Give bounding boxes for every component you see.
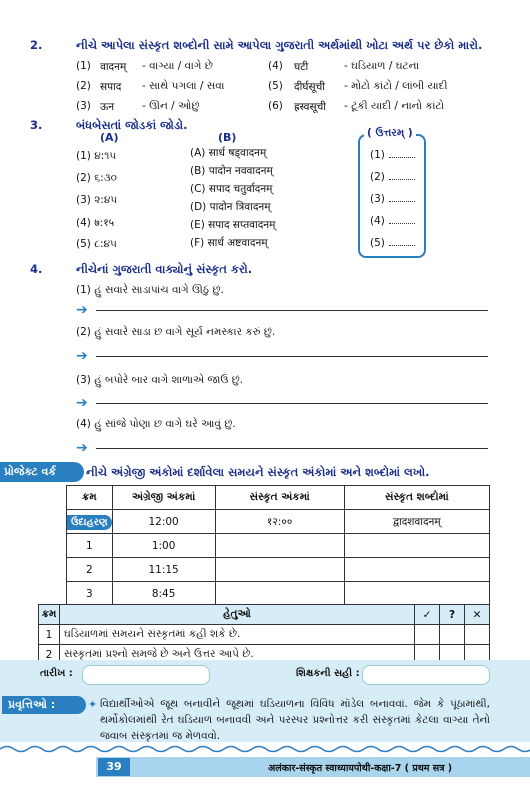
project-table [66,485,490,606]
q4-item-4: (4) હું સાંજે પોણા છ વાગે ઘરે આવું છું. [76,418,236,430]
q2-meaning-6: - ટૂંકી યાદી / નાનો કાંટો [344,100,445,112]
question-cell[interactable] [440,625,465,645]
q4-answer-line-2[interactable] [96,356,488,357]
check-cell[interactable] [415,625,440,645]
q4-item-3: (3) હું બપોરે બાર વાગે શાળાએ જાઉં છું. [76,374,244,386]
page-number: 39 [98,758,130,776]
q2-meaning-1: - વાગ્યા / વાગે છે [142,60,213,72]
q2-meaning-5: - મોટો કાંટો / લાંબી યાદી [344,80,448,92]
cross-icon: ✕ [465,605,490,625]
row-english: 11:15 [112,558,215,582]
row-english: 1:00 [112,534,215,558]
th-sanskrit-num: સંસ્કૃત અંકમાં [215,486,344,510]
q4-answer-line-3[interactable] [96,403,488,404]
q3-a-2: (2) ૬:૩૦ [76,172,117,184]
q3-b-c: (C) सपाद चतुर्वादनम् [190,183,273,195]
row-english: 8:45 [112,582,215,606]
q4-item-1: (1) હું સવારે સાડાપાંચ વાગે ઊઠું છું. [76,284,224,296]
example-sanskrit-word: द्वादशवादनम् [344,510,489,534]
answer-slot-3[interactable]: (3) [370,192,415,205]
q2-word-3: ऊन [100,101,115,113]
q4-answer-line-1a[interactable] [96,310,488,311]
example-english: 12:00 [112,510,215,534]
arrow-icon: ➔ [76,348,88,364]
teacher-signature-label: શિક્ષકની સહી : [296,668,360,679]
answer-box-label: ( ઉત્તરમ્ ) [364,127,416,140]
answer-slot-5[interactable]: (5) [370,236,415,249]
th-english: અંગ્રેજી અંકમાં [112,486,215,510]
q2-word-5: दीर्घसूची [294,81,325,93]
q3-number: 3. [30,118,43,132]
activity-label: પ્રવૃત્તિઓ : [2,696,86,714]
date-field[interactable] [82,665,210,685]
q2-word-1: वादनम् [100,61,127,73]
objective-text: ઘડિયાળમાં સમયને સંસ્કૃતમાં કહી શકે છે. [60,625,415,645]
row-number: 1 [67,534,113,558]
q2-meaning-2: - સાથે પગલાં / સવા [142,80,225,92]
project-instruction: નીચે અંગ્રેજી અંકોમાં દર્શાવેલા સમયને સંસ્કૃત અંકોમાં અને શબ્દોમાં લખો. [86,465,430,479]
row-sanskrit-num-input[interactable] [215,582,344,606]
answer-slot-2[interactable]: (2) [370,170,415,183]
q2-word-6: ह्रस्वसूची [294,101,326,113]
row-sanskrit-word-input[interactable] [344,558,489,582]
answer-slot-1[interactable]: (1) [370,148,415,161]
q2-row-3: (3) [76,100,91,112]
q2-word-2: सपाद [100,81,122,93]
row-number: 1 [39,625,60,645]
row-number: 3 [67,582,113,606]
date-label: તારીખ : [40,668,73,679]
q3-b-b: (B) पादोन नववादनम् [190,165,273,177]
q3-a-4: (4) ७:१५ [76,217,115,229]
q3-a-1: (1) ૪:૧૫ [76,150,117,162]
arrow-icon: ➔ [76,395,88,411]
check-icon: ✓ [415,605,440,625]
q3-b-d: (D) पादोन त्रिवादनम् [190,201,271,213]
q2-number: 2. [30,38,43,52]
q3-a-5: (5) ૮:૪૫ [76,238,117,250]
th-sanskrit-word: સંસ્કૃત શબ્દોમાં [344,486,489,510]
q2-meaning-3: - ઊન / ઓછું [142,100,200,112]
table-row [67,510,490,534]
footer-title: अलंकार-संस्कृत स्वाध्यायपोथी-कक्षा-7 ( प्रथम सत्र ) [268,763,453,774]
q3-instruction: બંધબેસતાં જોડકાં જોડો. [76,118,188,132]
arrow-icon: ➔ [76,440,88,456]
q4-number: 4. [30,262,43,276]
q2-instruction: નીચે આપેલા સંસ્કૃત શબ્દોની સામે આપેલા ગુજરાતી અર્થમાંથી ખોટા અર્થ પર છેકો મારો. [76,38,483,52]
bullet-icon: ✦ [88,698,98,711]
q2-word-4: घटी [294,61,309,73]
q4-answer-line-4[interactable] [96,448,488,449]
q4-instruction: નીચેનાં ગુજરાતી વાક્યોનું સંસ્કૃત કરો. [76,262,253,276]
q3-b-f: (F) सार्ध अष्टवादनम् [190,237,268,249]
teacher-signature-field[interactable] [362,665,490,685]
q2-row-5: (5) [268,80,283,92]
q3-col-b-header: (B) [218,131,237,144]
q2-row-1: (1) [76,60,91,72]
table-row [39,625,490,645]
row-sanskrit-word-input[interactable] [344,582,489,606]
objective-text: સંસ્કૃતમાં પ્રશ્નો સમજે છે અને ઉત્તર આપે છે. [60,645,415,665]
q2-row-6: (6) [268,100,283,112]
wave-divider [0,744,530,754]
th-serial: ક્રમ [39,605,60,625]
cross-cell[interactable] [465,625,490,645]
row-sanskrit-num-input[interactable] [215,558,344,582]
row-sanskrit-word-input[interactable] [344,534,489,558]
q3-a-3: (3) ૨:૪૫ [76,194,118,206]
question-icon: ? [440,605,465,625]
q4-item-2: (2) હું સવારે સાડા છ વાગે સૂર્ય નમસ્કાર કરું છું. [76,326,276,338]
q2-meaning-4: - ઘડિયાળ / ઘટના [344,60,420,72]
example-sanskrit-num: १२:०० [215,510,344,534]
row-sanskrit-num-input[interactable] [215,534,344,558]
q2-row-4: (4) [268,60,283,72]
table-row [67,534,490,558]
row-number: 2 [39,645,60,665]
table-row [67,582,490,606]
answer-slot-4[interactable]: (4) [370,214,415,227]
q3-b-a: (A) सार्ध षड्वादनम् [190,147,267,159]
th-objectives: હેતુઓ [60,605,415,625]
arrow-icon: ➔ [76,302,88,318]
example-label: ઉદાહરણ [67,515,112,530]
q2-row-2: (2) [76,80,91,92]
table-row [67,558,490,582]
activity-text: વિદ્યાર્થીઓએ જૂથ બનાવીને જૂથમાં ઘડિયાળના વિવિધ મૉડેલ બનાવવાં. જેમ કે પૂંઠામાંથી, થર્મોકોલમાંથી રેત ઘડિયાળ બનાવવી અને પરસ્પર પ્રશ્નોત્તર કરી સંસ્કૃતમાં કેટલા વાગ્યા તેનો જવાબ સંસ્કૃતમાં જ મેળવવો. [100,698,490,742]
row-number: 2 [67,558,113,582]
objectives-table [38,604,490,665]
q3-col-a-header: (A) [100,131,119,144]
project-work-label: પ્રોજેક્ટ વર્ક [0,462,84,482]
q3-b-e: (E) सपाद सप्तवादनम् [190,219,276,231]
th-serial: ક્રમ [67,486,113,510]
